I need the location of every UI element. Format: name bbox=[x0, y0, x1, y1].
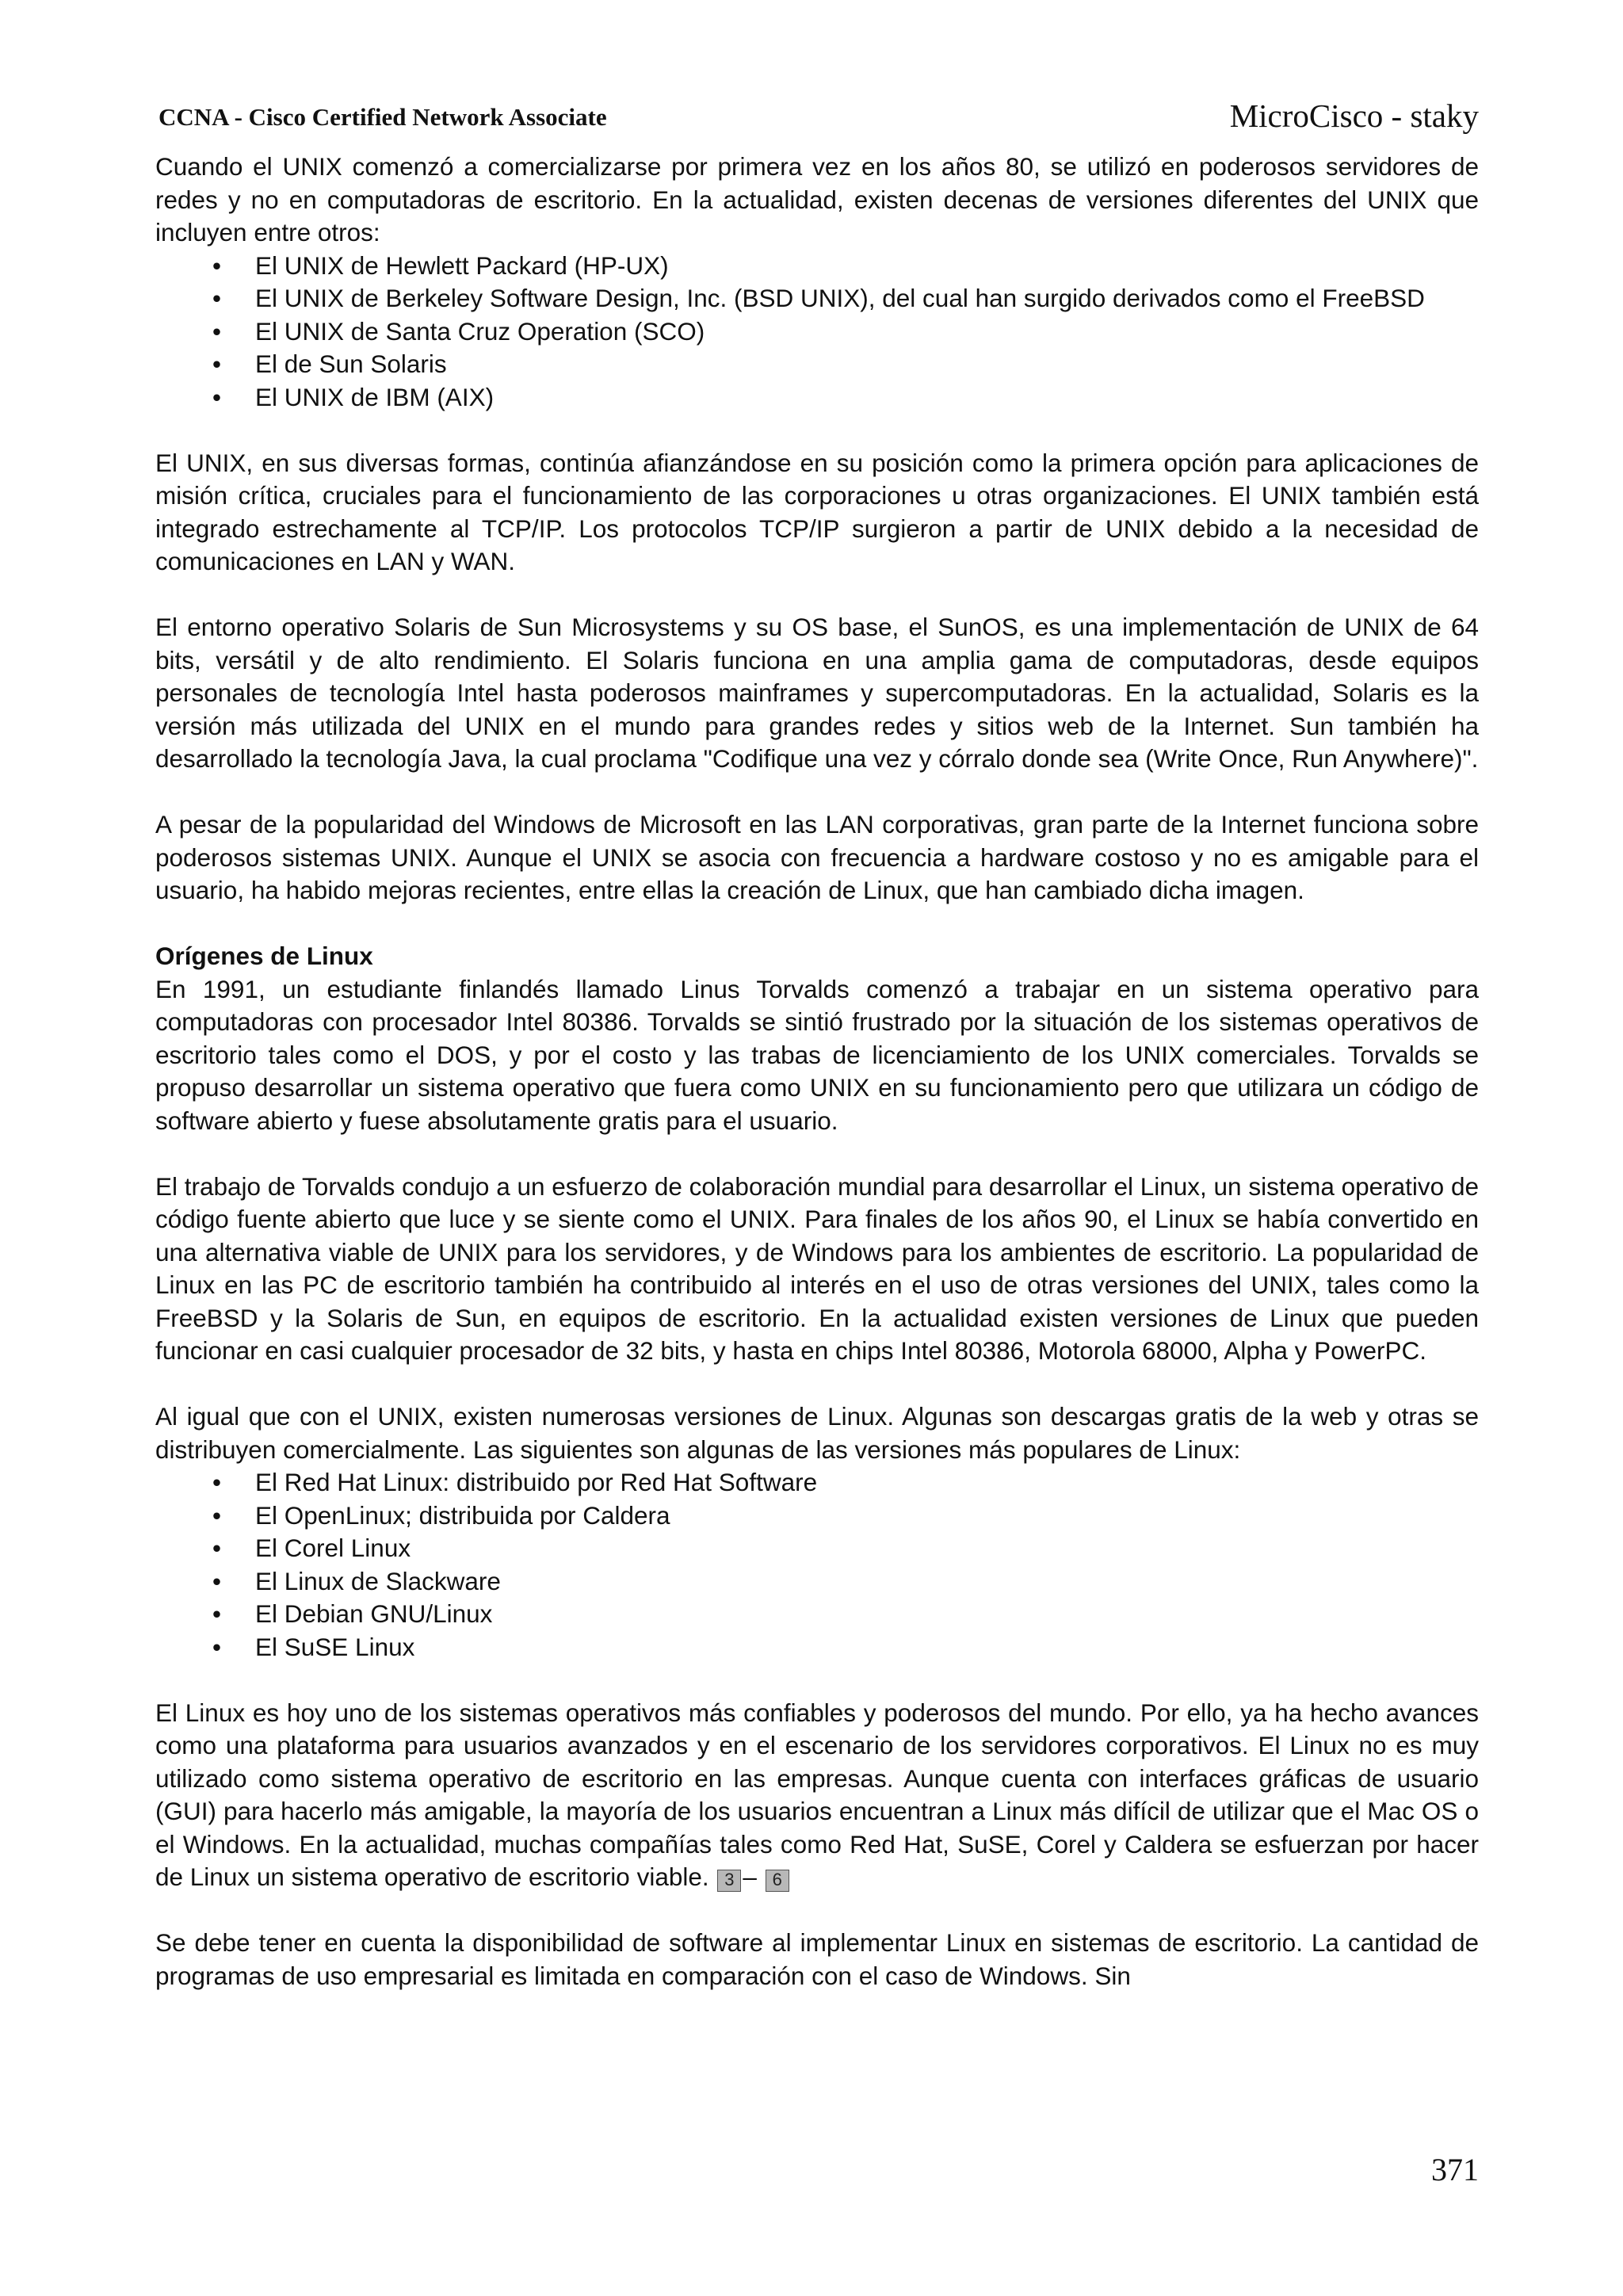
linux-versions-list bbox=[155, 1466, 1479, 1664]
paragraph-linux-reliability bbox=[155, 1697, 1479, 1894]
section-heading-linux-origins: Orígenes de Linux bbox=[155, 942, 373, 970]
header-course-title: CCNA - Cisco Certified Network Associate bbox=[158, 103, 607, 131]
list-item: • El Debian GNU/Linux bbox=[155, 1598, 1479, 1631]
paragraph-torvalds: En 1991, un estudiante finlandés llamado Linus Torvalds comenzó a trabajar en un sistema operativo para computadoras con procesador Intel 80386. Torvalds se sintió frustrado por la situación de los sistemas operativos de escritorio tales como el DOS, y por el costo y las trabas de licenciamiento de los UNIX comerciales. Torvalds se propuso desarrollar un sistema operativo que fuera como UNIX en su funcionamiento pero que utilizara un código de software abierto y fuese absolutamente gratis para el usuario. bbox=[155, 974, 1479, 1135]
list-item: • El OpenLinux; distribuida por Caldera bbox=[155, 1499, 1479, 1533]
page-number: 371 bbox=[1431, 2152, 1479, 2187]
list-item: • El UNIX de Hewlett Packard (HP-UX) bbox=[155, 250, 1479, 283]
paragraph-linux-reliability-text: El Linux es hoy uno de los sistemas operativos más confiables y poderosos del mundo. Por ello, ya ha hecho avances como una plataforma para usuarios avanzados y en el escenario de los servidores corporativos. El Linux no es muy utilizado como sistema operativo de escritorio en las empresas. Aunque cuenta con interfaces gráficas de usuario (GUI) para hacerlo más amigable, la mayoría de los usuarios encuentran a Linux más difícil de utilizar que el Mac OS o el Windows. En la actualidad, muchas compañías tales como Red Hat, SuSE, Corel y Caldera se esfuerzan por hacer de Linux un sistema operativo de escritorio viable. bbox=[155, 1698, 1479, 1891]
paragraph-windows-vs-unix: A pesar de la popularidad del Windows de Microsoft en las LAN corporativas, gran parte de la Internet funciona sobre poderosos sistemas UNIX. Aunque el UNIX se asocia con frecuencia a hardware costoso y no es amigable para el usuario, ha habido mejoras recientes, entre ellas la creación de Linux, que han cambiado dicha imagen. bbox=[155, 810, 1479, 904]
paragraph-unix-mission-critical: El UNIX, en sus diversas formas, continúa afianzándose en su posición como la primera opción para aplicaciones de misión crítica, cruciales para el funcionamiento de las corporaciones u otras organizaciones. El UNIX también está integrado estrechamente al TCP/IP. Los protocolos TCP/IP surgieron a partir de UNIX debido a la necesidad de comunicaciones en LAN y WAN. bbox=[155, 448, 1479, 575]
reference-separator: – bbox=[743, 1862, 757, 1891]
list-item: • El UNIX de IBM (AIX) bbox=[155, 381, 1479, 415]
document-page bbox=[155, 94, 1479, 1992]
paragraph-linux-versions-intro: Al igual que con el UNIX, existen numerosas versiones de Linux. Algunas son descargas gratis de la web y otras se distribuyen comercialmente. Las siguientes son algunas de las versiones más populares de Linux: bbox=[155, 1402, 1479, 1464]
list-item: • El Red Hat Linux: distribuido por Red Hat Software bbox=[155, 1466, 1479, 1499]
list-item: • El UNIX de Berkeley Software Design, Inc. (BSD UNIX), del cual han surgido derivados como el FreeBSD bbox=[155, 282, 1479, 315]
paragraph-software-availability: Se debe tener en cuenta la disponibilidad de software al implementar Linux en sistemas de escritorio. La cantidad de programas de uso empresarial es limitada en comparación con el caso de Windows. Sin bbox=[155, 1928, 1479, 1990]
list-item: • El Linux de Slackware bbox=[155, 1565, 1479, 1599]
list-item: • El de Sun Solaris bbox=[155, 348, 1479, 381]
reference-link-start[interactable]: 3 bbox=[717, 1870, 741, 1892]
list-item: • El UNIX de Santa Cruz Operation (SCO) bbox=[155, 315, 1479, 349]
paragraph-linux-collaboration: El trabajo de Torvalds condujo a un esfuerzo de colaboración mundial para desarrollar el Linux, un sistema operativo de código fuente abierto que luce y se siente como el UNIX. Para finales de los años 90, el Linux se había convertido en una alternativa viable de UNIX para los servidores, y de Windows para los ambientes de escritorio. La popularidad de Linux en las PC de escritorio también ha contribuido al interés en el uso de otras versiones del UNIX, tales como la FreeBSD y la Solaris de Sun, en equipos de escritorio. En la actualidad existen versiones de Linux que pueden funcionar en casi cualquier procesador de 32 bits, y hasta en chips Intel 80386, Motorola 68000, Alpha y PowerPC. bbox=[155, 1171, 1479, 1365]
header-author: MicroCisco - staky bbox=[1229, 97, 1479, 134]
page-header bbox=[155, 94, 1479, 151]
list-item: • El Corel Linux bbox=[155, 1532, 1479, 1565]
paragraph-solaris: El entorno operativo Solaris de Sun Microsystems y su OS base, el SunOS, es una implementación de UNIX de 64 bits, versátil y de alto rendimiento. El Solaris funciona en una amplia gama de computadoras, desde equipos personales de tecnología Intel hasta poderosos mainframes y supercomputadoras. En la actualidad, Solaris es la versión más utilizada del UNIX en el mundo para grandes redes y sitios web de la Internet. Sun también ha desarrollado la tecnología Java, la cual proclama "Codifique una vez y córralo donde sea (Write Once, Run Anywhere)". bbox=[155, 613, 1479, 773]
reference-link-end[interactable]: 6 bbox=[766, 1870, 789, 1892]
page-content bbox=[155, 151, 1479, 1992]
paragraph-unix-intro: Cuando el UNIX comenzó a comercializarse por primera vez en los años 80, se utilizó en poderosos servidores de redes y no en computadoras de escritorio. En la actualidad, existen decenas de versiones diferentes del UNIX que incluyen entre otros: bbox=[155, 152, 1479, 246]
unix-versions-list bbox=[155, 250, 1479, 415]
list-item: • El SuSE Linux bbox=[155, 1631, 1479, 1664]
